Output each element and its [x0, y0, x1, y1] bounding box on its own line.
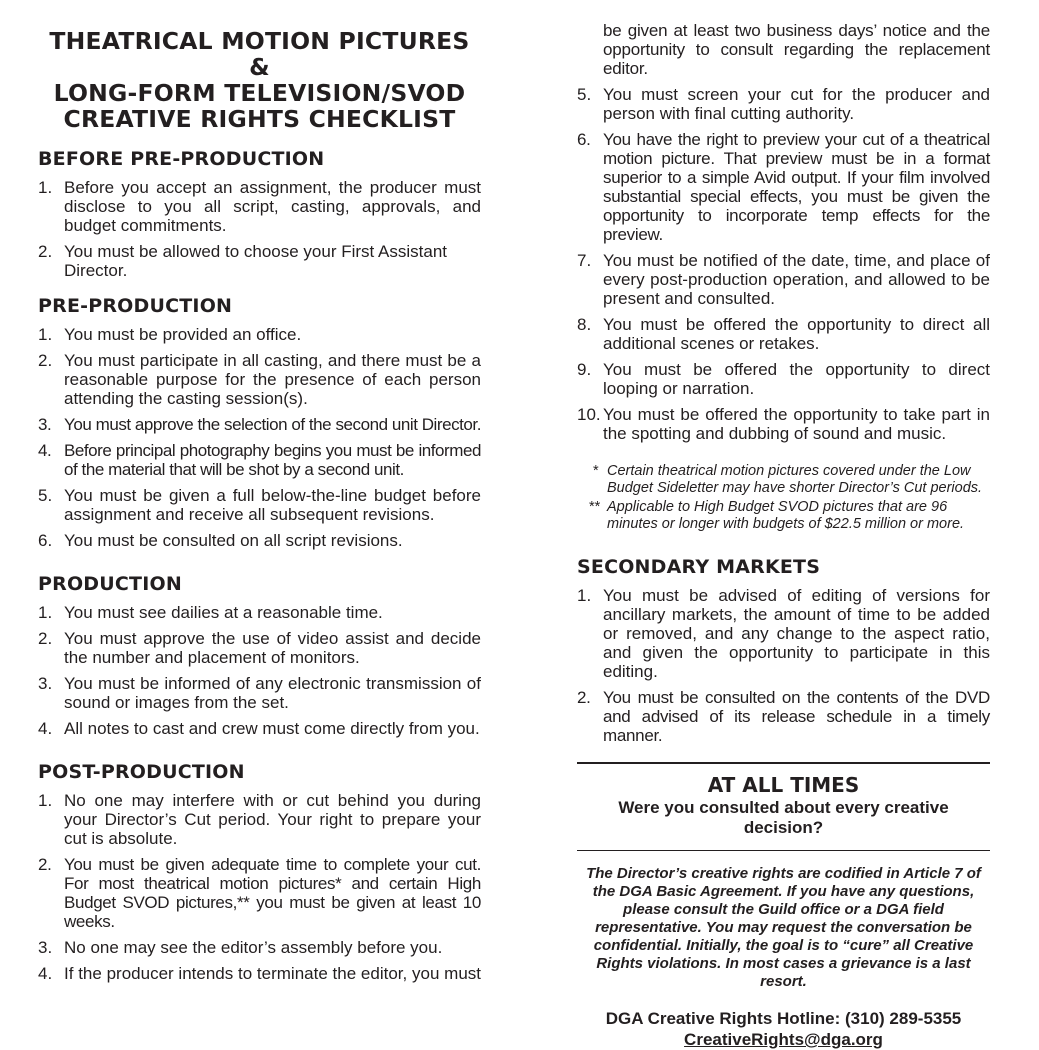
- list-item: [38, 629, 481, 667]
- list-item: [38, 325, 481, 344]
- item-number: 2.: [38, 242, 53, 261]
- list-item: [38, 855, 481, 931]
- item-list: [38, 325, 481, 550]
- footnote: [589, 499, 990, 533]
- item-text: You must approve the selection of the second unit Director.: [64, 415, 481, 434]
- list-item: [38, 441, 481, 479]
- list-item: [38, 791, 481, 848]
- item-number: 2.: [38, 855, 52, 874]
- item-number: 3.: [38, 674, 53, 693]
- item-text: You must be offered the opportunity to direct all additional scenes or retakes.: [603, 315, 990, 353]
- list-item: [577, 315, 990, 353]
- list-item: [38, 603, 481, 622]
- item-number: 1.: [38, 603, 53, 622]
- item-list: [38, 178, 481, 280]
- item-number: 2.: [577, 688, 591, 707]
- hotline-text: DGA Creative Rights Hotline: (310) 289-5355: [605, 1009, 962, 1028]
- list-item: [38, 719, 481, 738]
- list-item: [577, 586, 990, 681]
- item-number: 10.: [577, 405, 601, 424]
- list-item: [38, 415, 481, 434]
- item-number: 3.: [38, 415, 52, 434]
- item-number: 5.: [577, 85, 592, 104]
- title-line-2: LONG-FORM TELEVISION/SVOD: [53, 79, 466, 107]
- email-link[interactable]: CreativeRights@dga.org: [684, 1030, 883, 1049]
- section-pre-production: [38, 294, 481, 550]
- item-text: You must be consulted on the contents of the DVD and advised of its release schedule in a timely manner.: [603, 688, 990, 745]
- list-item: [38, 938, 481, 957]
- closing-paragraph: The Director’s creative rights are codified in Article 7 of the DGA Basic Agreement. If you have any questions, please consult the Guild office or a DGA field representative. You may request the conversation be confidential. Initially, the goal is to “cure” all Creative Rights violations. In most cases a grievance is a last resort.: [586, 865, 981, 990]
- item-text: All notes to cast and crew must come directly from you.: [64, 719, 480, 738]
- item-text: You must be advised of editing of versions for ancillary markets, the amount of time to be added or removed, and any change to the aspect ratio, and given the opportunity to participate in this editing.: [603, 586, 990, 681]
- list-item-continued: [577, 21, 990, 78]
- item-text: Before principal photography begins you must be informed of the material that will be shot by a second unit.: [64, 441, 481, 479]
- at-all-times-heading: AT ALL TIMES: [707, 773, 860, 797]
- item-number: 2.: [38, 629, 53, 648]
- list-item: [38, 964, 481, 983]
- footnotes: [589, 463, 990, 533]
- section-heading: BEFORE PRE-PRODUCTION: [38, 148, 325, 170]
- item-text: No one may see the editor’s assembly before you.: [64, 938, 443, 957]
- title-line-1: THEATRICAL MOTION PICTURES &: [49, 27, 470, 81]
- item-text: You must participate in all casting, and there must be a reasonable purpose for the presence of each person attending the casting session(s).: [64, 351, 481, 408]
- section-production: [38, 572, 481, 738]
- footnote-mark: *: [593, 463, 599, 479]
- list-item: [577, 688, 990, 745]
- item-number: 8.: [577, 315, 592, 334]
- right-column: [577, 0, 990, 1050]
- list-item: [38, 674, 481, 712]
- item-list: [577, 21, 990, 443]
- item-text: You must be given a full below-the-line budget before assignment and receive all subsequent revisions.: [64, 486, 481, 524]
- item-number: 1.: [577, 586, 592, 605]
- page-title: [38, 28, 481, 132]
- item-number: 4.: [38, 964, 53, 983]
- title-line-3: CREATIVE RIGHTS CHECKLIST: [63, 105, 456, 133]
- list-item: [577, 360, 990, 398]
- section-post-production: [38, 760, 481, 983]
- item-text: You must be given adequate time to complete your cut. For most theatrical motion pictures* and certain High Budget SVOD pictures,** you must be given at least 10 weeks.: [64, 855, 481, 931]
- item-number: 4.: [38, 441, 52, 460]
- section-before-pre-production: [38, 147, 481, 280]
- item-number: 9.: [577, 360, 592, 379]
- section-heading: PRE-PRODUCTION: [38, 295, 233, 317]
- item-list: [38, 791, 481, 983]
- section-secondary-markets: [577, 555, 990, 745]
- list-item: [38, 351, 481, 408]
- list-item: [577, 405, 990, 443]
- item-text: You must be provided an office.: [64, 325, 302, 344]
- item-number: 1.: [38, 791, 53, 810]
- item-list: [38, 603, 481, 738]
- list-item: [38, 178, 481, 235]
- item-text: You must be offered the opportunity to direct looping or narration.: [603, 360, 990, 398]
- item-text: You must be consulted on all script revisions.: [64, 531, 403, 550]
- item-number: 1.: [38, 325, 53, 344]
- list-item: [577, 130, 990, 244]
- item-number: 6.: [38, 531, 53, 550]
- item-text: Before you accept an assignment, the producer must disclose to you all script, casting, approvals, and budget commitments.: [64, 178, 481, 235]
- at-all-times-question: Were you consulted about every creative decision?: [618, 798, 949, 837]
- divider: [577, 762, 990, 764]
- list-item: [577, 85, 990, 123]
- item-number: 4.: [38, 719, 53, 738]
- left-column: [38, 0, 481, 983]
- divider: [577, 850, 990, 851]
- section-heading: PRODUCTION: [38, 573, 182, 595]
- list-item: [38, 531, 481, 550]
- item-number: 7.: [577, 251, 592, 270]
- item-text: If the producer intends to terminate the editor, you must: [64, 964, 481, 983]
- footnote: [593, 463, 990, 497]
- footnote-text: Applicable to High Budget SVOD pictures that are 96 minutes or longer with budgets of $22.5 million or more.: [607, 499, 965, 532]
- item-text: You must be notified of the date, time, and place of every post-production operation, and allowed to be present and consulted.: [603, 251, 990, 308]
- list-item: [38, 242, 481, 280]
- item-number: 2.: [38, 351, 53, 370]
- contact-block: [577, 1008, 990, 1050]
- list-item: [577, 251, 990, 308]
- footnote-text: Certain theatrical motion pictures covered under the Low Budget Sideletter may have shorter Director’s Cut periods.: [607, 463, 983, 496]
- item-text: be given at least two business days’ notice and the opportunity to consult regarding the replacement editor.: [603, 21, 990, 78]
- item-list: [577, 586, 990, 745]
- item-text: You must be informed of any electronic transmission of sound or images from the set.: [64, 674, 481, 712]
- section-heading: SECONDARY MARKETS: [577, 556, 821, 578]
- item-text: You must screen your cut for the producer and person with final cutting authority.: [603, 85, 990, 123]
- list-item: [38, 486, 481, 524]
- item-text: You must be offered the opportunity to take part in the spotting and dubbing of sound and music.: [603, 405, 990, 443]
- item-text: You must be allowed to choose your First Assistant Director.: [64, 242, 448, 280]
- item-text: You have the right to preview your cut of a theatrical motion picture. That preview must be in a format superior to a simple Avid output. If your film involved substantial special effects, you must be given the opportunity to incorporate temp effects for the preview.: [603, 130, 990, 244]
- item-text: You must approve the use of video assist and decide the number and placement of monitors.: [64, 629, 481, 667]
- at-all-times-box: [577, 773, 990, 838]
- item-text: You must see dailies at a reasonable time.: [64, 603, 383, 622]
- item-number: 6.: [577, 130, 591, 149]
- item-number: 3.: [38, 938, 53, 957]
- item-number: 5.: [38, 486, 53, 505]
- section-heading: POST-PRODUCTION: [38, 761, 245, 783]
- footnote-mark: **: [589, 499, 601, 515]
- item-number: 1.: [38, 178, 53, 197]
- item-text: No one may interfere with or cut behind you during your Director’s Cut period. Your right to prepare your cut is absolute.: [64, 791, 481, 848]
